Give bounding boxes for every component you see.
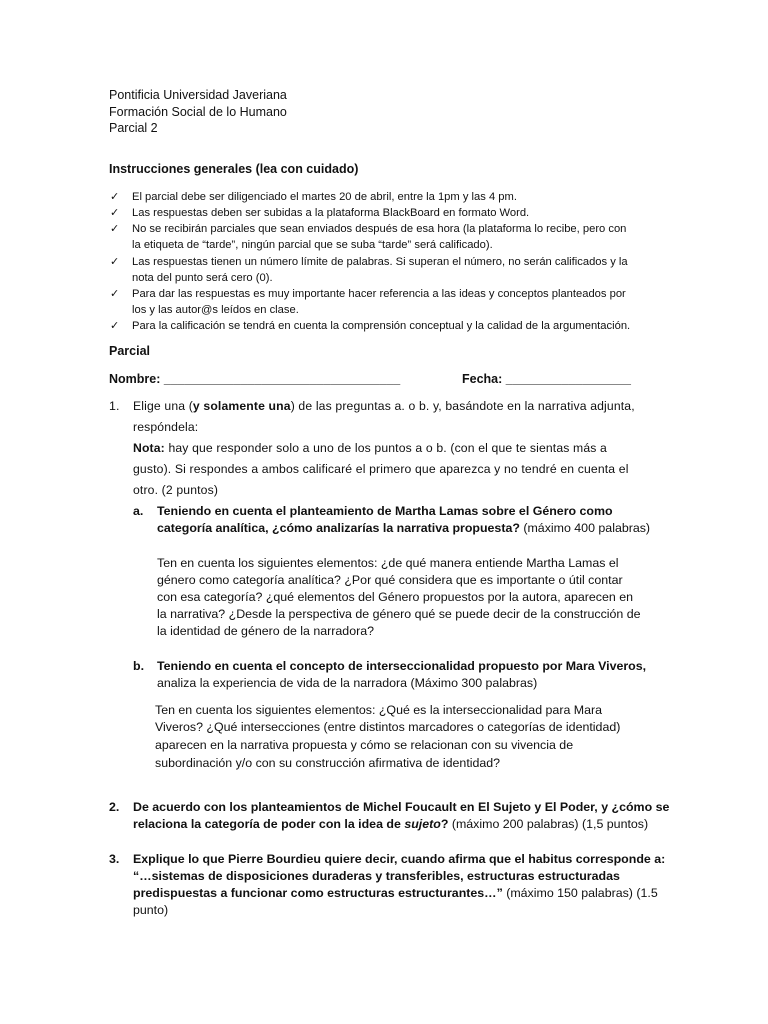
instruction-item: El parcial debe ser diligenciado el martes 20 de abril, entre la 1pm y las 4 pm. xyxy=(132,191,517,203)
q1-text: ) de las preguntas a. o b. y, basándote en la narrativa adjunta, xyxy=(290,399,635,413)
instruction-item-cont: nota del punto será cero (0). xyxy=(132,272,273,284)
option-b-label: b. xyxy=(133,659,145,673)
instruction-item-cont: la etiqueta de “tarde”, ningún parcial que se suba “tarde” será calificado). xyxy=(132,239,493,251)
q3-limit: (máximo 150 palabras) (1.5 xyxy=(502,886,658,900)
option-a-guide: con esa categoría? ¿qué elementos del Género propuestos por la autora, aparecen en xyxy=(157,590,633,604)
option-a-line-2 xyxy=(157,521,650,535)
q2-limit: (máximo 200 palabras) (1,5 puntos) xyxy=(448,817,649,831)
option-a-guide: Ten en cuenta los siguientes elementos: ¿de qué manera entiende Martha Lamas el xyxy=(157,556,619,570)
q2-italic-term: sujeto xyxy=(404,817,441,831)
instruction-item: Las respuestas deben ser subidas a la plataforma BlackBoard en formato Word. xyxy=(132,207,530,219)
q2-text: ? xyxy=(440,817,449,831)
check-icon: ✓ xyxy=(110,288,120,300)
option-a-guide: la identidad de género de la narradora? xyxy=(157,624,374,638)
q3-quote: predispuestas a funcionar como estructuras estructurantes…” xyxy=(133,886,503,900)
instruction-item: Las respuestas tienen un número límite de palabras. Si superan el número, no serán calificados y la xyxy=(132,256,628,268)
option-b-guide: subordinación y/o con su construcción afirmativa de identidad? xyxy=(155,756,501,770)
check-icon: ✓ xyxy=(110,207,120,219)
instruction-item: Para la calificación se tendrá en cuenta la comprensión conceptual y la calidad de la argumentación. xyxy=(132,320,631,332)
parcial-title: Parcial xyxy=(109,344,151,358)
option-b-line-2: analiza la experiencia de vida de la narradora (Máximo 300 palabras) xyxy=(157,676,538,690)
question-number: 1. xyxy=(109,399,120,413)
option-a-question: categoría analítica, ¿cómo analizarías la narrativa propuesta? xyxy=(157,521,520,535)
instruction-item-cont: los y las autor@s leídos en clase. xyxy=(132,304,299,316)
option-b-guide: Viveros? ¿Qué intersecciones (entre distintos marcadores o categorías de identidad) xyxy=(155,720,621,734)
option-a-limit: (máximo 400 palabras) xyxy=(519,521,651,535)
option-b-line-1: Teniendo en cuenta el concepto de interseccionalidad propuesto por Mara Viveros, xyxy=(157,659,647,673)
check-icon: ✓ xyxy=(110,320,120,332)
q1-text: Elige una ( xyxy=(133,399,193,413)
question-1-line-4: gusto). Si respondes a ambos calificaré el primero que aparezca y no tendré en cuenta el xyxy=(133,462,629,476)
instruction-item: Para dar las respuestas es muy importante hacer referencia a las ideas y conceptos planteados por xyxy=(132,288,626,300)
option-b-guide: aparecen en la narrativa propuesta y cómo se relacionan con su vivencia de xyxy=(155,738,574,752)
check-icon: ✓ xyxy=(110,191,120,203)
instructions-title: Instrucciones generales (lea con cuidado) xyxy=(109,162,359,176)
question-3-line-2: “…sistemas de disposiciones duraderas y transferibles, estructuras estructuradas xyxy=(133,869,620,883)
instruction-item: No se recibirán parciales que sean enviados después de esa hora (la plataforma lo recibe, pero con xyxy=(132,223,627,235)
exam-name: Parcial 2 xyxy=(109,121,158,135)
question-1-line-2: respóndela: xyxy=(133,420,199,434)
option-a-line-1: Teniendo en cuenta el planteamiento de Martha Lamas sobre el Género como xyxy=(157,504,613,518)
check-icon: ✓ xyxy=(110,256,120,268)
date-field[interactable]: Fecha: __________________ xyxy=(462,372,631,386)
question-1-line-1 xyxy=(133,399,635,413)
option-b-guide: Ten en cuenta los siguientes elementos: ¿Qué es la interseccionalidad para Mara xyxy=(155,703,603,717)
q1-emphasis: y solamente una xyxy=(192,399,291,413)
question-1-line-5: otro. (2 puntos) xyxy=(133,483,219,497)
question-2-line-2 xyxy=(133,817,648,831)
note-label: Nota: xyxy=(133,441,165,455)
option-a-label: a. xyxy=(133,504,144,518)
option-a-guide: género como categoría analítica? ¿Por qué considera que es importante o útil contar xyxy=(157,573,623,587)
q2-text: relaciona la categoría de poder con la idea de xyxy=(133,817,405,831)
name-field[interactable]: Nombre: __________________________________ xyxy=(109,372,401,386)
question-number: 2. xyxy=(109,800,120,814)
question-2-line-1: De acuerdo con los planteamientos de Michel Foucault en El Sujeto y El Poder, y ¿cómo se xyxy=(133,800,670,814)
question-3-line-3 xyxy=(133,886,658,900)
note-text: hay que responder solo a uno de los puntos a o b. (con el que te sientas más a xyxy=(164,441,607,455)
course-name: Formación Social de lo Humano xyxy=(109,105,287,119)
option-a-guide: la narrativa? ¿Desde la perspectiva de género qué se puede decir de la construcción de xyxy=(157,607,641,621)
university-name: Pontificia Universidad Javeriana xyxy=(109,88,287,102)
question-1-note xyxy=(133,441,607,455)
check-icon: ✓ xyxy=(110,223,120,235)
question-3-line-1: Explique lo que Pierre Bourdieu quiere decir, cuando afirma que el habitus corresponde a: xyxy=(133,852,666,866)
question-number: 3. xyxy=(109,852,120,866)
question-3-line-4: punto) xyxy=(133,903,169,917)
